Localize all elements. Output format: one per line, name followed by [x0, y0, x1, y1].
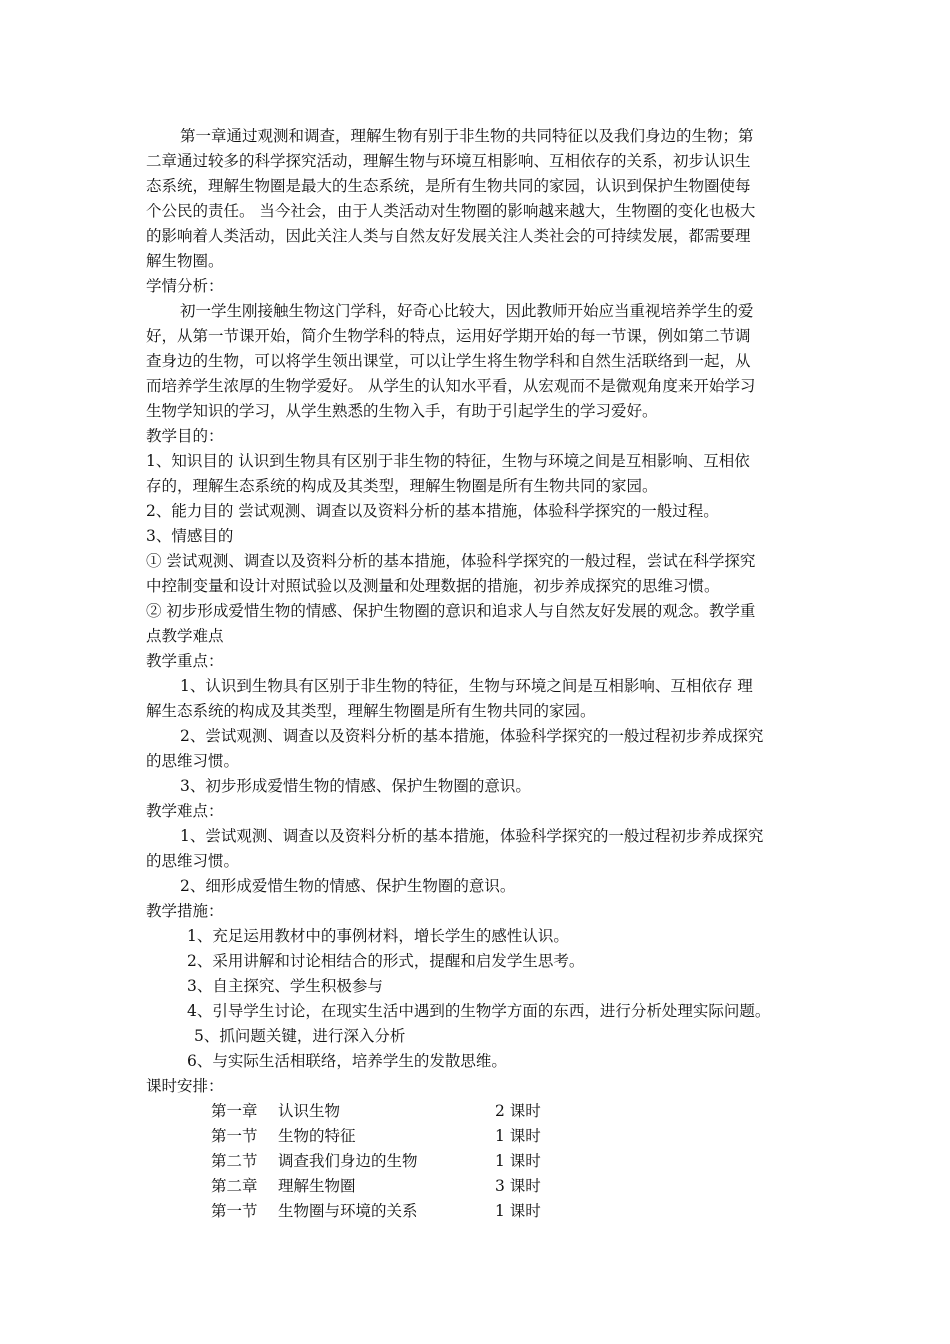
analysis-line: 初一学生刚接触生物这门学科，好奇心比较大，因此教师开始应当重视培养学生的爱: [180, 302, 754, 320]
schedule-unit: 第一节: [211, 1202, 258, 1220]
schedule-title: 生物的特征: [278, 1127, 356, 1145]
section-heading-objectives: 教学目的：: [146, 427, 224, 445]
schedule-hours: 1 课时: [495, 1202, 541, 1220]
key-point-line: 的思维习惯。: [146, 752, 240, 770]
measure-line: 5、抓问题关键，进行深入分析: [194, 1027, 406, 1045]
intro-line: 的影响着人类活动，因此关注人类与自然友好发展关注人类社会的可持续发展，都需要理: [146, 227, 751, 245]
schedule-unit: 第一节: [211, 1127, 258, 1145]
key-point-line: 2、尝试观测、调查以及资料分析的基本措施，体验科学探究的一般过程初步养成探究: [180, 727, 764, 745]
measure-line: 1、充足运用教材中的事例材料，增长学生的感性认识。: [187, 927, 569, 945]
schedule-unit: 第一章: [211, 1102, 258, 1120]
section-heading-key-points: 教学重点：: [146, 652, 224, 670]
measure-line: 2、采用讲解和讨论相结合的形式，提醒和启发学生思考。: [187, 952, 585, 970]
key-point-line: 3、初步形成爱惜生物的情感、保护生物圈的意识。: [180, 777, 531, 795]
objective-line: 3、情感目的: [146, 527, 234, 545]
section-heading-analysis: 学情分析：: [146, 277, 224, 295]
analysis-line: 而培养学生浓厚的生物学爱好。 从学生的认知水平看，从宏观而不是微观角度来开始学习: [146, 377, 756, 395]
objective-line: 2、能力目的 尝试观测、调查以及资料分析的基本措施，体验科学探究的一般过程。: [146, 502, 719, 520]
intro-line: 个公民的责任。 当今社会，由于人类活动对生物圈的影响越来越大，生物圈的变化也极大: [146, 202, 756, 220]
objective-line: ① 尝试观测、调查以及资料分析的基本措施，体验科学探究的一般过程，尝试在科学探究: [146, 552, 756, 570]
schedule-hours: 3 课时: [495, 1177, 541, 1195]
section-heading-measures: 教学措施：: [146, 902, 224, 920]
difficulty-line: 2、细形成爱惜生物的情感、保护生物圈的意识。: [180, 877, 516, 895]
section-heading-difficulties: 教学难点：: [146, 802, 224, 820]
objective-line: 1、知识目的 认识到生物具有区别于非生物的特征，生物与环境之间是互相影响、互相依: [146, 452, 750, 470]
intro-line: 解生物圈。: [146, 252, 224, 270]
objective-line: 中控制变量和设计对照试验以及测量和处理数据的措施，初步养成探究的思维习惯。: [146, 577, 720, 595]
key-point-line: 解生态系统的构成及其类型，理解生物圈是所有生物共同的家园。: [146, 702, 596, 720]
objective-line: ② 初步形成爱惜生物的情感、保护生物圈的意识和追求人与自然友好发展的观念。教学重: [146, 602, 756, 620]
schedule-unit: 第二章: [211, 1177, 258, 1195]
schedule-hours: 2 课时: [495, 1102, 541, 1120]
analysis-line: 查身边的生物，可以将学生领出课堂，可以让学生将生物学科和自然生活联络到一起，从: [146, 352, 751, 370]
schedule-title: 认识生物: [278, 1102, 341, 1120]
objective-line: 点教学难点: [146, 627, 224, 645]
section-heading-schedule: 课时安排：: [146, 1077, 224, 1095]
measure-line: 6、与实际生活相联络，培养学生的发散思维。: [187, 1052, 507, 1070]
difficulty-line: 1、尝试观测、调查以及资料分析的基本措施，体验科学探究的一般过程初步养成探究: [180, 827, 764, 845]
intro-line: 态系统，理解生物圈是最大的生态系统，是所有生物共同的家园，认识到保护生物圈使每: [146, 177, 751, 195]
schedule-title: 生物圈与环境的关系: [278, 1202, 418, 1220]
schedule-unit: 第二节: [211, 1152, 258, 1170]
schedule-hours: 1 课时: [495, 1152, 541, 1170]
intro-line: 二章通过较多的科学探究活动，理解生物与环境互相影响、互相依存的关系，初步认识生: [146, 152, 751, 170]
difficulty-line: 的思维习惯。: [146, 852, 240, 870]
schedule-title: 调查我们身边的生物: [278, 1152, 418, 1170]
analysis-line: 生物学知识的学习，从学生熟悉的生物入手，有助于引起学生的学习爱好。: [146, 402, 658, 420]
schedule-hours: 1 课时: [495, 1127, 541, 1145]
objective-line: 存的，理解生态系统的构成及其类型，理解生物圈是所有生物共同的家园。: [146, 477, 658, 495]
measure-line: 3、自主探究、学生积极参与: [187, 977, 383, 995]
analysis-line: 好，从第一节课开始，简介生物学科的特点，运用好学期开始的每一节课，例如第二节调: [146, 327, 751, 345]
key-point-line: 1、认识到生物具有区别于非生物的特征，生物与环境之间是互相影响、互相依存 理: [180, 677, 753, 695]
schedule-title: 理解生物圈: [278, 1177, 356, 1195]
measure-line: 4、引导学生讨论，在现实生活中遇到的生物学方面的东西，进行分析处理实际问题。: [187, 1002, 771, 1020]
intro-line: 第一章通过观测和调查，理解生物有别于非生物的共同特征以及我们身边的生物；第: [180, 127, 754, 145]
